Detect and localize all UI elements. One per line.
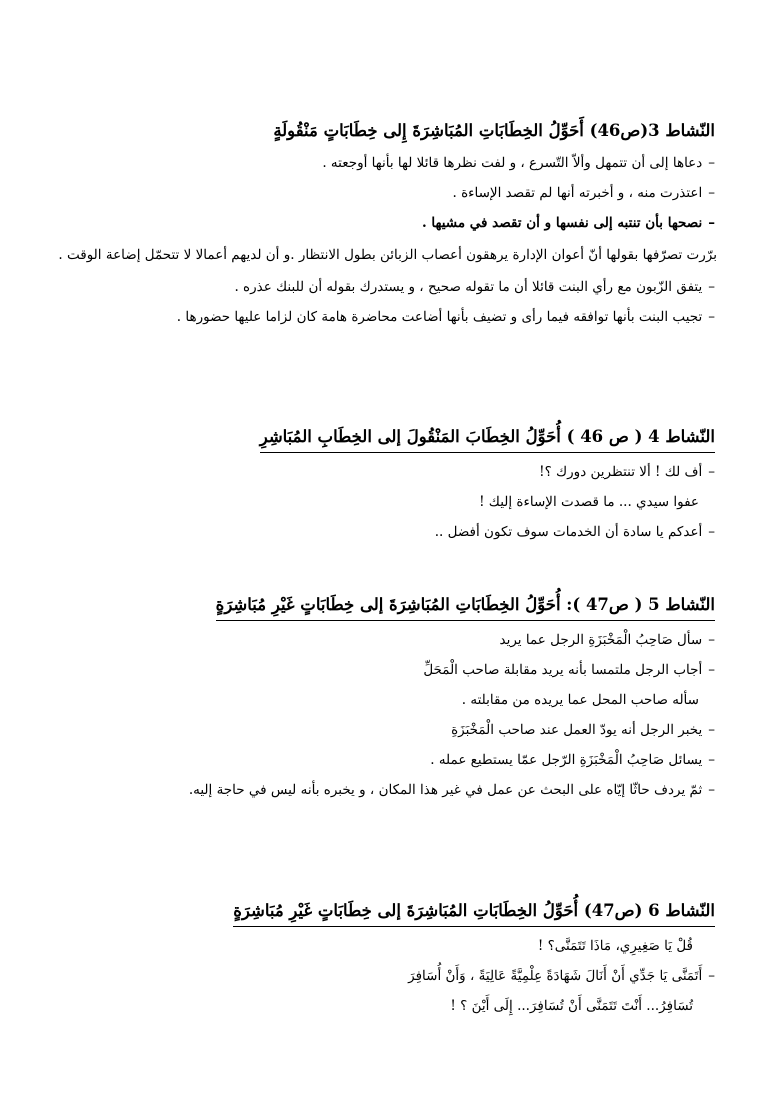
- list-item: –يتفق الزّبون مع رأي البنت قائلا أن ما تقوله صحيح ، و يستدرك بقوله أن للبنك عذره .: [234, 279, 715, 295]
- list-item: –أف لك ! ألا تنتظرين دورك ؟!: [539, 464, 715, 480]
- activity-4-section: [55, 424, 715, 547]
- activity-3-heading: النّشاط 3(ص46) أَحَوِّلُ الخِطَابَاتِ المُبَاشِرَةَ إِلى خِطَابَاتٍ مَنْقُولَةٍ: [273, 121, 715, 140]
- list-item: –أجاب الرجل ملتمسا بأنه يريد مقابلة صاحب الْمَحَلِّ: [423, 662, 715, 678]
- activity-3-section: [55, 118, 715, 332]
- list-item: –اعتذرت منه ، و أخبرته أنها لم تقصد الإساءة .: [452, 185, 715, 201]
- list-item: –يسائل صَاحِبُ الْمَخْبَزَةِ الرّجل عمّا يستطيع عمله .: [430, 752, 715, 768]
- list-item: سأله صاحب المحل عما يريده من مقابلته .: [461, 692, 699, 708]
- activity-4-heading: النّشاط 4 ( ص 46 ) أُحَوِّلُ الخِطَابَ المَنْقُولَ إلى الخِطَابِ المُبَاشِرِ: [260, 424, 715, 453]
- list-item: –تجيب البنت بأنها توافقه فيما رأى و تضيف بأنها أضاعت محاضرة هامة كان لزاما عليها حضورها .: [176, 309, 715, 325]
- activity-5-section: [55, 592, 715, 805]
- list-item: تُسَافِرُ... أَنْتَ تَتَمَنَّى أَنْ تُسَافِرَ... إِلَى أَيْنَ ؟ !: [450, 998, 693, 1014]
- activity-6-section: [55, 898, 715, 1021]
- list-item: –ثمّ يردف حاثّا إيّاه على البحث عن عمل في غير هذا المكان ، و يخبره بأنه ليس في حاجة إليه.: [188, 782, 715, 798]
- list-item: –سأل صَاحِبُ الْمَخْبَزَةِ الرجل عما يريد: [499, 632, 715, 648]
- list-item: عفوا سيدي ... ما قصدت الإساءة إليك !: [479, 494, 699, 510]
- activity-5-heading: النّشاط 5 ( ص47 ): أُحَوِّلُ الخِطَابَاتِ المُبَاشِرَةَ إلى خِطَابَاتٍ غَيْرِ مُبَاشِرَةٍ: [216, 592, 715, 621]
- activity-6-heading: النّشاط 6 (ص47) أُحَوِّلُ الخِطَابَاتِ المُبَاشِرَةَ إلى خِطَابَاتٍ غَيْرِ مُبَاشِرَةٍ: [233, 898, 715, 927]
- list-item: –أَتَمَنَّى يَا جَدِّي أَنْ أَنَالَ شَهَادَةً عِلْمِيَّةً عَالِيَةً ، وَأَنْ أُسَافِرَ: [408, 968, 715, 984]
- list-item: –يخبر الرجل أنه يودّ العمل عند صاحب الْمَخْبَزَةِ: [451, 722, 715, 738]
- paragraph: برّرت تصرّفها بقولها أنّ أعوان الإدارة يرهقون أعصاب الزبائن بطول الانتظار .و أن لديهم أعمالا لا تتحمّل إضاعة الوقت .: [58, 247, 717, 263]
- list-item: –أعدكم يا سادة أن الخدمات سوف تكون أفضل ..: [434, 524, 715, 540]
- list-item: قُلْ يَا صَغِيرِي، مَاذَا تَتَمَنَّى؟ !: [537, 938, 693, 954]
- list-item: –دعاها إلى أن تتمهل وألاّ التّسرع ، و لفت نظرها قائلا لها بأنها أوجعته .: [322, 155, 715, 171]
- list-item: –نصحها بأن تنتبه إلى نفسها و أن تقصد في مشيها .: [421, 215, 715, 231]
